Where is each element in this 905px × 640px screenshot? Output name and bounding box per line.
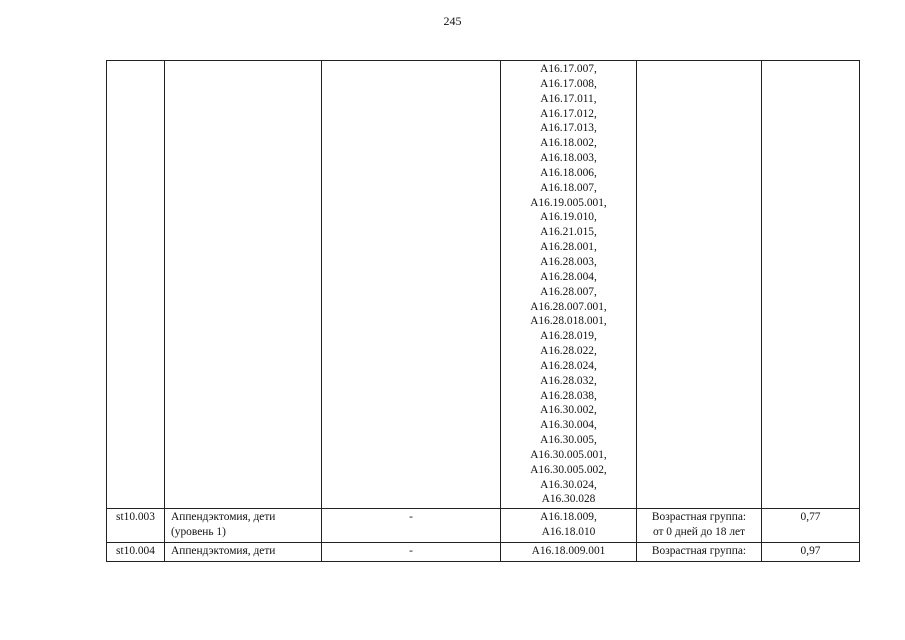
service-code: А16.30.005.002, (530, 463, 607, 476)
service-code: А16.18.009, (540, 511, 597, 524)
service-code: А16.18.003, (540, 152, 597, 165)
service-code: А16.18.002, (540, 137, 597, 150)
service-code: А16.18.007, (540, 181, 597, 194)
table-row (107, 543, 860, 562)
service-code: А16.28.019, (540, 330, 597, 343)
cell-code (107, 61, 165, 509)
cell-criteria (637, 61, 762, 509)
service-code: А16.28.024, (540, 359, 597, 372)
cell-criteria (637, 509, 762, 543)
cell-coefficient: 0,77 (762, 509, 860, 543)
cell-diagnosis: - (322, 509, 501, 543)
cell-service-codes (501, 61, 637, 509)
service-code: А16.17.011, (540, 92, 597, 105)
service-code: А16.28.032, (540, 374, 597, 387)
service-code: А16.18.009.001 (531, 545, 606, 557)
service-code: А16.30.024, (540, 478, 597, 491)
cell-coefficient: 0,97 (762, 543, 860, 562)
service-code: А16.30.002, (540, 404, 597, 417)
service-code: А16.17.013, (540, 122, 597, 135)
criteria-line: от 0 дней до 18 лет (652, 526, 746, 539)
cell-coefficient (762, 61, 860, 509)
service-code: А16.28.022, (540, 345, 597, 358)
cell-diagnosis (322, 61, 501, 509)
name-line: (уровень 1) (171, 526, 226, 539)
service-code: А16.30.028 (541, 493, 596, 506)
cell-name (165, 509, 322, 543)
cell-code: st10.003 (107, 509, 165, 543)
cell-service-codes (501, 543, 637, 562)
cell-code: st10.004 (107, 543, 165, 562)
service-code: А16.28.007, (540, 285, 597, 298)
service-code: А16.30.005.001, (530, 448, 607, 461)
criteria-line: Возрастная группа: (651, 545, 747, 557)
service-code: А16.17.007, (540, 63, 597, 75)
criteria-line: Возрастная группа: (651, 511, 747, 524)
service-code: А16.28.018.001, (530, 315, 607, 328)
service-code: А16.18.006, (540, 166, 597, 179)
service-code: А16.28.007.001, (530, 300, 607, 313)
table-row-continuation (107, 61, 860, 509)
table-row (107, 509, 860, 543)
cell-criteria (637, 543, 762, 562)
service-code: А16.19.005.001, (530, 196, 607, 209)
page-number: 245 (443, 14, 462, 28)
service-code: А16.30.005, (540, 434, 597, 447)
cell-name (165, 61, 322, 509)
service-code: А16.28.004, (540, 270, 597, 283)
service-code: А16.28.003, (540, 255, 597, 268)
name-line: Аппендэктомия, дети (171, 545, 276, 557)
service-code: А16.17.012, (540, 107, 597, 120)
service-code: А16.19.010, (540, 211, 597, 224)
cell-name (165, 543, 322, 562)
service-code: А16.17.008, (540, 77, 597, 90)
name-line: Аппендэктомия, дети (171, 511, 276, 524)
service-code: А16.18.010 (541, 526, 596, 539)
tariff-table (106, 60, 860, 562)
service-code: А16.28.001, (540, 241, 597, 254)
service-code: А16.30.004, (540, 419, 597, 432)
cell-diagnosis: - (322, 543, 501, 562)
cell-service-codes (501, 509, 637, 543)
service-code: А16.21.015, (540, 226, 597, 239)
service-code: А16.28.038, (540, 389, 597, 402)
